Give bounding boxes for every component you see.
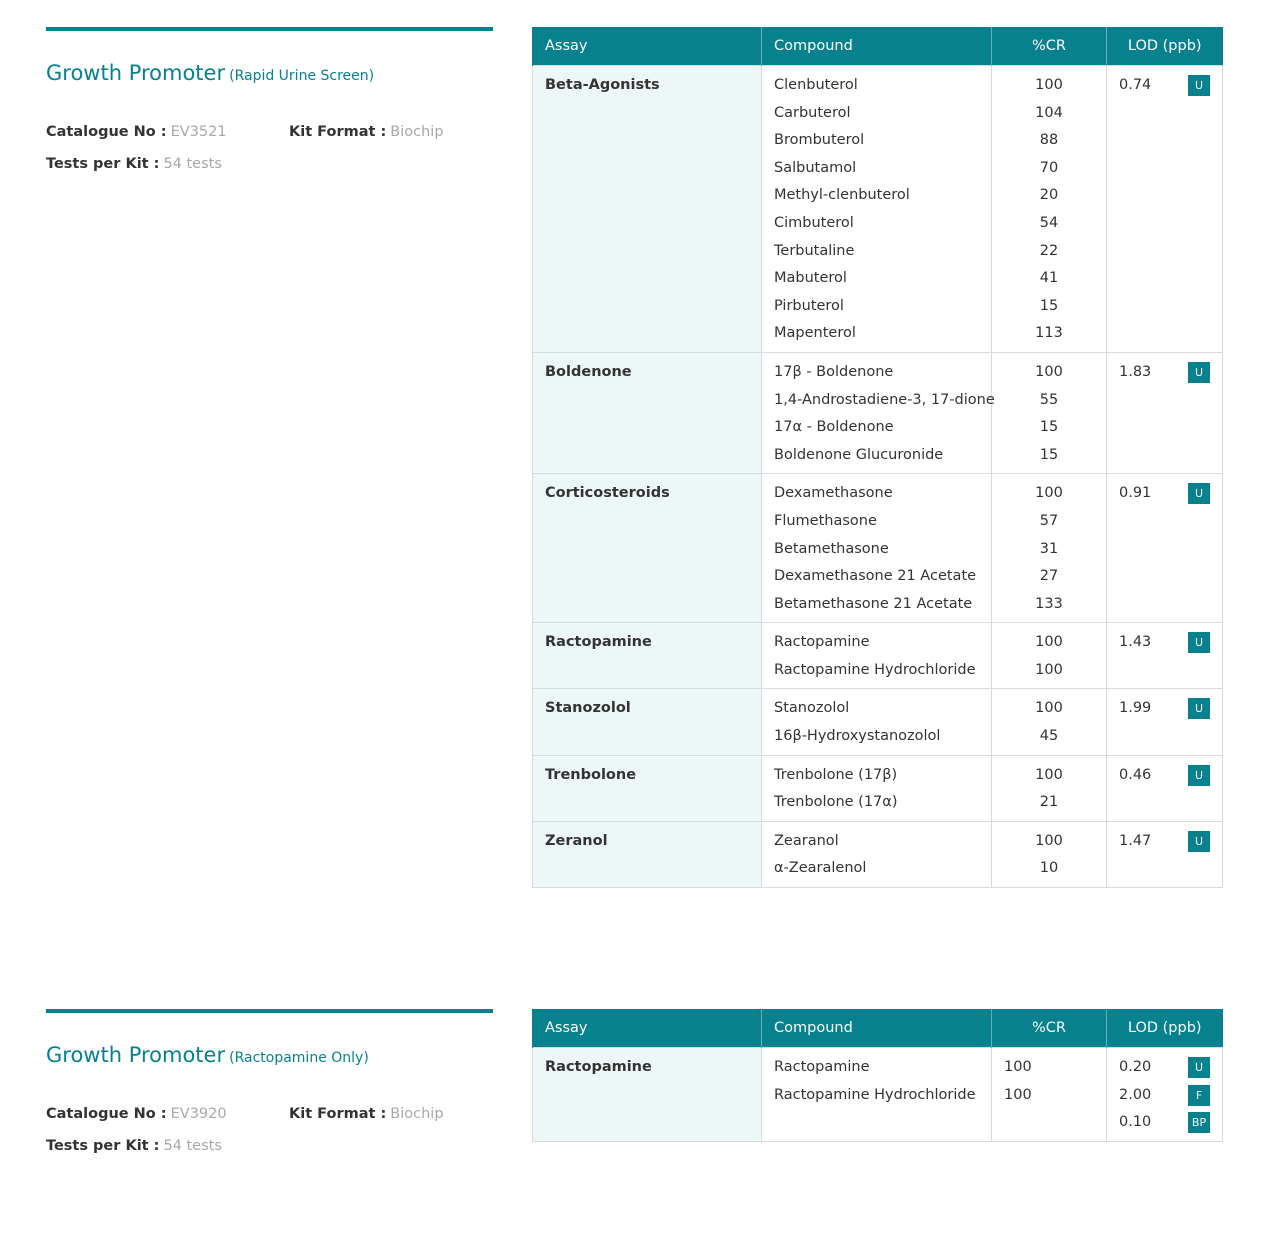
cross-reactivity-value: 100: [1035, 661, 1063, 678]
lod-entry: [1119, 1054, 1210, 1082]
catalogue-number: [46, 1106, 227, 1122]
compound-name: Mabuterol: [774, 270, 847, 287]
kit-format-value: Biochip: [390, 124, 444, 140]
cross-reactivity-cell: [992, 623, 1107, 689]
cross-reactivity-value: 55: [1039, 391, 1059, 408]
lod-value: 1.47: [1119, 832, 1152, 849]
lod-cell: [1107, 352, 1223, 473]
compound-name: 1,4-Androstadiene-3, 17-dione: [774, 391, 995, 408]
cross-reactivity-value: 100: [1035, 832, 1063, 849]
cross-reactivity-value: 113: [1035, 325, 1063, 342]
assay-cell: Corticosteroids: [533, 474, 762, 623]
lod-value: 1.43: [1119, 634, 1152, 651]
compound-cell: [762, 689, 992, 755]
compound-name: Ractopamine Hydrochloride: [774, 1086, 976, 1103]
lod-cell: [1107, 689, 1223, 755]
compound-name: Clenbuterol: [774, 77, 858, 93]
cross-reactivity-cell: [992, 66, 1107, 353]
cross-reactivity-value: 10: [1039, 860, 1059, 877]
cross-reactivity-value: 31: [1039, 540, 1059, 557]
compound-name: 17β - Boldenone: [774, 363, 894, 380]
cross-reactivity-value: 133: [1035, 595, 1063, 612]
compound-name: α-Zearalenol: [774, 860, 867, 877]
table-row: [533, 66, 1223, 353]
cross-reactivity-cell: [992, 1048, 1107, 1142]
compound-name: Ractopamine: [774, 634, 870, 651]
matrix-badge: BP: [1188, 1112, 1210, 1133]
catalogue-label: Catalogue No :: [46, 124, 167, 140]
cross-reactivity-value: 100: [1035, 485, 1063, 502]
matrix-badge: U: [1188, 831, 1210, 852]
tests-label: Tests per Kit :: [46, 156, 160, 172]
lod-entry: [1119, 695, 1210, 723]
lod-cell: [1107, 1048, 1223, 1142]
panel-divider: [46, 1009, 493, 1013]
table-row: [533, 623, 1223, 689]
kit-format-value: Biochip: [390, 1106, 444, 1122]
lod-value: 0.10: [1119, 1114, 1152, 1131]
compound-name: Zearanol: [774, 832, 839, 849]
assay-cell: Boldenone: [533, 352, 762, 473]
tests-per-kit: [46, 1130, 493, 1162]
product-meta-row: [46, 1098, 493, 1130]
product-title: [46, 1041, 493, 1072]
table-row: [533, 1048, 1223, 1142]
lod-cell: [1107, 474, 1223, 623]
compound-cell: [762, 474, 992, 623]
lod-entry: [1119, 480, 1210, 508]
matrix-badge: U: [1188, 765, 1210, 786]
cross-reactivity-value: 100: [1035, 700, 1063, 717]
lod-cell: [1107, 66, 1223, 353]
compound-cell: [762, 1048, 992, 1142]
lod-cell: [1107, 821, 1223, 887]
assay-cell: Beta-Agonists: [533, 66, 762, 353]
compound-name: Trenbolone (17α): [774, 794, 898, 811]
lod-value: 2.00: [1119, 1086, 1152, 1103]
compound-name: Ractopamine: [774, 1059, 870, 1075]
lod-value: 0.74: [1119, 77, 1152, 93]
compound-name: Carbuterol: [774, 104, 851, 121]
product-meta-row: [46, 116, 493, 148]
catalogue-value: EV3521: [170, 124, 227, 140]
table-row: [533, 352, 1223, 473]
lod-value: 0.91: [1119, 485, 1152, 502]
cross-reactivity-value: 15: [1039, 446, 1059, 463]
cross-reactivity-value: 100: [1035, 634, 1063, 651]
compound-name: Betamethasone 21 Acetate: [774, 595, 973, 612]
matrix-badge: U: [1188, 632, 1210, 653]
matrix-badge: U: [1188, 75, 1210, 96]
lod-entry: [1119, 72, 1210, 100]
table-row: [533, 821, 1223, 887]
cross-reactivity-cell: [992, 821, 1107, 887]
compound-cell: [762, 66, 992, 353]
cross-reactivity-value: 104: [1035, 104, 1063, 121]
cross-reactivity-cell: [992, 474, 1107, 623]
column-header-cr: %CR: [992, 1009, 1107, 1048]
column-header-compound: Compound: [762, 27, 992, 66]
catalogue-label: Catalogue No :: [46, 1106, 167, 1122]
table-header-row: [533, 27, 1223, 66]
compound-name: Trenbolone (17β): [774, 766, 898, 783]
tests-value: 54 tests: [163, 1138, 222, 1154]
catalogue-value: EV3920: [170, 1106, 227, 1122]
cross-reactivity-cell: [992, 755, 1107, 821]
lod-value: 0.20: [1119, 1059, 1152, 1075]
lod-cell: [1107, 755, 1223, 821]
compound-name: Brombuterol: [774, 132, 865, 149]
matrix-badge: U: [1188, 362, 1210, 383]
matrix-badge: U: [1188, 483, 1210, 504]
compound-name: Dexamethasone: [774, 485, 893, 502]
cross-reactivity-value: 41: [1039, 270, 1059, 287]
panel-divider: [46, 27, 493, 31]
compound-name: Stanozolol: [774, 700, 850, 717]
compound-name: Terbutaline: [774, 242, 855, 259]
cross-reactivity-value: 54: [1039, 214, 1059, 231]
lod-value: 1.99: [1119, 700, 1152, 717]
cross-reactivity-cell: [992, 689, 1107, 755]
assay-cell: Trenbolone: [533, 755, 762, 821]
compound-cell: [762, 755, 992, 821]
column-header-assay: Assay: [533, 1009, 762, 1048]
matrix-badge: U: [1188, 698, 1210, 719]
matrix-badge: F: [1188, 1085, 1210, 1106]
cross-reactivity-cell: [992, 352, 1107, 473]
compound-name: Betamethasone: [774, 540, 889, 557]
compound-name: Salbutamol: [774, 159, 857, 176]
cross-reactivity-value: 100: [1004, 1086, 1032, 1103]
column-header-lod: LOD (ppb): [1107, 27, 1223, 66]
lod-entry: [1119, 1109, 1210, 1137]
column-header-compound: Compound: [762, 1009, 992, 1048]
tests-per-kit: [46, 148, 493, 180]
compound-name: Cimbuterol: [774, 214, 854, 231]
product-title-main: Growth Promoter: [46, 61, 226, 85]
cross-reactivity-value: 100: [1035, 766, 1063, 783]
cross-reactivity-value: 45: [1039, 728, 1059, 745]
compound-name: 17α - Boldenone: [774, 419, 894, 436]
cross-reactivity-value: 100: [1004, 1059, 1032, 1075]
cross-reactivity-value: 15: [1039, 297, 1059, 314]
kit-format-label: Kit Format :: [289, 1106, 387, 1122]
compound-name: Pirbuterol: [774, 297, 844, 314]
lod-entry: [1119, 762, 1210, 790]
product-title-main: Growth Promoter: [46, 1043, 226, 1067]
assay-cell: Stanozolol: [533, 689, 762, 755]
product-panel-ractopamine-only: [46, 1009, 493, 1162]
assay-cell: Zeranol: [533, 821, 762, 887]
table-row: [533, 474, 1223, 623]
column-header-cr: %CR: [992, 27, 1107, 66]
product-title-subtitle: (Rapid Urine Screen): [229, 68, 375, 84]
compound-name: Dexamethasone 21 Acetate: [774, 568, 977, 585]
lod-cell: [1107, 623, 1223, 689]
lod-entry: [1119, 359, 1210, 387]
lod-value: 1.83: [1119, 363, 1152, 380]
lod-entry: [1119, 629, 1210, 657]
column-header-lod: LOD (ppb): [1107, 1009, 1223, 1048]
cross-reactivity-value: 100: [1035, 77, 1063, 93]
lod-entry: [1119, 1082, 1210, 1110]
kit-format: [289, 1098, 444, 1130]
cross-reactivity-value: 70: [1039, 159, 1059, 176]
cross-reactivity-value: 20: [1039, 187, 1059, 204]
cross-reactivity-value: 27: [1039, 568, 1059, 585]
compound-cell: [762, 352, 995, 473]
cross-reactivity-value: 88: [1039, 132, 1059, 149]
cross-reactivity-table-rapid-urine-screen: [532, 27, 1223, 888]
cross-reactivity-value: 15: [1039, 419, 1059, 436]
product-title-subtitle: (Ractopamine Only): [229, 1050, 369, 1066]
compound-name: Methyl-clenbuterol: [774, 187, 910, 204]
column-header-assay: Assay: [533, 27, 762, 66]
matrix-badge: U: [1188, 1057, 1210, 1078]
lod-entry: [1119, 828, 1210, 856]
cross-reactivity-value: 22: [1039, 242, 1059, 259]
cross-reactivity-value: 100: [1035, 363, 1063, 380]
product-panel-rapid-urine-screen: [46, 27, 493, 180]
table-row: [533, 755, 1223, 821]
lod-value: 0.46: [1119, 766, 1152, 783]
cross-reactivity-table-ractopamine-only: [532, 1009, 1223, 1142]
compound-cell: [762, 821, 992, 887]
compound-name: Flumethasone: [774, 512, 877, 529]
kit-format-label: Kit Format :: [289, 124, 387, 140]
cross-reactivity-value: 57: [1039, 512, 1059, 529]
table-row: [533, 689, 1223, 755]
assay-cell: Ractopamine: [533, 623, 762, 689]
tests-value: 54 tests: [163, 156, 222, 172]
compound-name: Mapenterol: [774, 325, 856, 342]
table-header-row: [533, 1009, 1223, 1048]
compound-name: Boldenone Glucuronide: [774, 446, 944, 463]
catalogue-number: [46, 124, 227, 140]
product-title: [46, 59, 493, 90]
compound-name: 16β-Hydroxystanozolol: [774, 728, 941, 745]
compound-name: Ractopamine Hydrochloride: [774, 661, 976, 678]
assay-cell: Ractopamine: [533, 1048, 762, 1142]
tests-label: Tests per Kit :: [46, 1138, 160, 1154]
cross-reactivity-value: 21: [1039, 794, 1059, 811]
compound-cell: [762, 623, 992, 689]
kit-format: [289, 116, 444, 148]
